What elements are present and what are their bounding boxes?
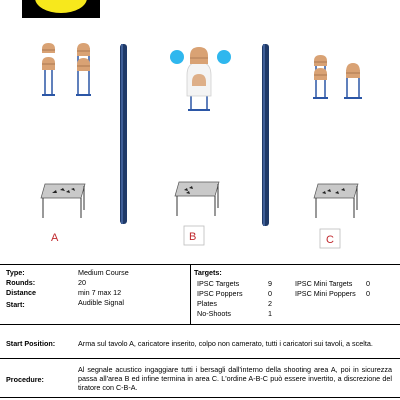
ipsc-target [314,55,327,66]
mini-count-value: 0 [366,279,370,288]
distance-label: Distance [6,288,36,297]
divider [0,264,400,265]
bay-label-a: A [51,232,59,244]
start-label: Start: [6,300,25,309]
ipsc-target [192,74,206,86]
ipsc-target [42,43,55,53]
target-count-label: Plates [197,299,217,308]
start-value: Audible Signal [78,298,124,307]
stage-info-table [0,264,400,400]
rounds-value: 20 [78,278,86,287]
bay-label-b: B [189,231,197,243]
mini-count-value: 0 [366,289,370,298]
steel-plate [217,50,231,64]
start-position-text: Arma sul tavolo A, caricatore inserito, colpo non camerato, tutti i caricatori sui tavoli, a scelta. [78,339,373,348]
divider [0,324,400,325]
table-b [175,182,219,216]
ipsc-target [190,47,208,64]
ipsc-target [314,68,327,80]
barrier-wall [120,44,127,224]
target-count-label: No-Shoots [197,309,231,318]
ipsc-target [42,57,55,70]
ipsc-target [77,43,90,56]
bay-label-c: C [326,234,334,246]
table-c [314,184,358,218]
barrier-wall [262,44,269,226]
start-position-label: Start Position: [6,339,56,348]
mini-count-label: IPSC Mini Targets [295,279,353,288]
divider [0,397,400,398]
ipsc-target [77,58,90,71]
target-count-label: IPSC Poppers [197,289,243,298]
divider [0,358,400,359]
procedure-label: Procedure: [6,375,44,384]
target-count-label: IPSC Targets [197,279,240,288]
bay-b-targets [170,47,231,110]
target-count-value: 0 [268,289,272,298]
target-count-value: 2 [268,299,272,308]
ipsc-target [346,63,360,78]
type-value: Medium Course [78,268,129,277]
rounds-label: Rounds: [6,278,36,287]
bay-a-targets [42,43,91,95]
target-count-value: 9 [268,279,272,288]
bay-c-targets [313,55,362,98]
table-a [41,184,85,218]
target-count-value: 1 [268,309,272,318]
procedure-text: Al segnale acustico ingaggiare tutti i bersagli dall'interno della shooting area A, poi in sicurezza passa all'area B ed infine termina in area C. L'ordine A-B-C può essere invertito, a discrezione del tiratore con C-B-A. [78,365,392,392]
distance-value: min 7 max 12 [78,288,122,297]
steel-plate [170,50,184,64]
type-label: Type: [6,268,25,277]
divider [190,264,191,324]
targets-header: Targets: [194,268,222,277]
mini-count-label: IPSC Mini Poppers [295,289,356,298]
